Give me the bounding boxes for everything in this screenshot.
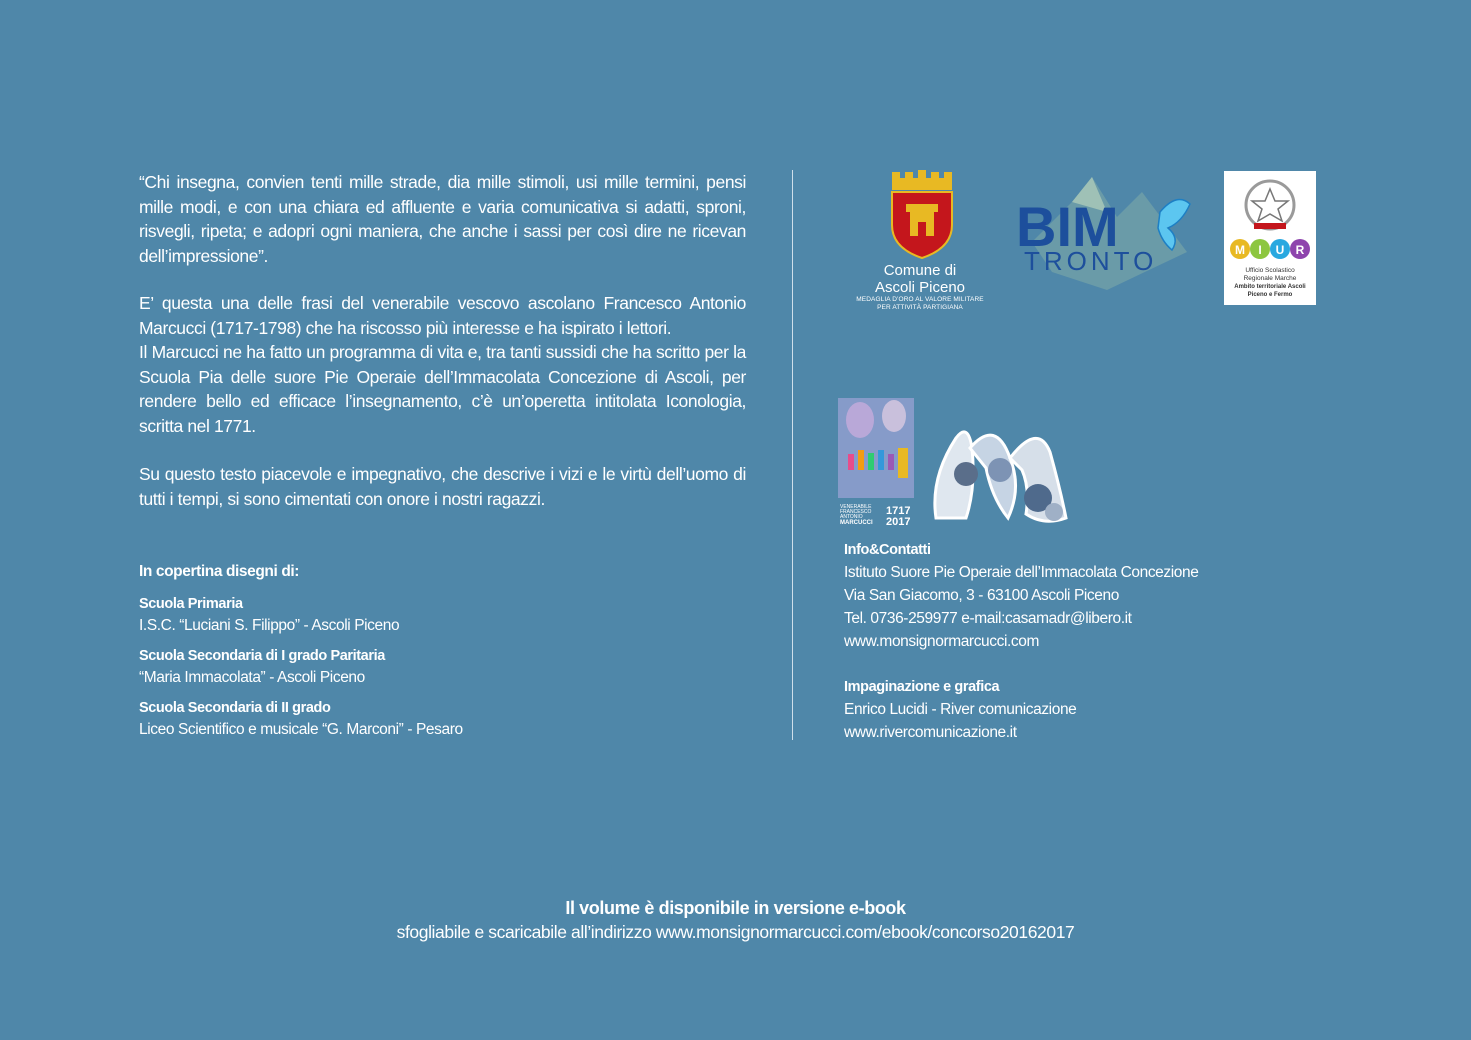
star-emblem-icon bbox=[1252, 189, 1288, 221]
marcucci-label3: ANTONIO bbox=[840, 514, 863, 520]
miur-line4: Piceno e Fermo bbox=[1247, 292, 1293, 298]
comune-line2: Ascoli Piceno bbox=[874, 279, 966, 296]
credit-value-secondaria-2: Liceo Scientifico e musicale “G. Marconi” - Pesaro bbox=[139, 721, 463, 738]
miur-line1: Ufficio Scolastico bbox=[1245, 267, 1295, 274]
ebook-footer bbox=[0, 896, 1471, 944]
credit-heading-secondaria-1: Scuola Secondaria di I grado Paritaria bbox=[139, 648, 385, 664]
credit-value-primaria: I.S.C. “Luciani S. Filippo” - Ascoli Piceno bbox=[139, 617, 400, 634]
grafica-author: Enrico Lucidi - River comunicazione bbox=[844, 701, 1077, 718]
miur-letter-i: I bbox=[1258, 243, 1262, 257]
ebook-title: Il volume è disponibile in versione e-book bbox=[565, 898, 906, 918]
miur-logo bbox=[1224, 171, 1316, 305]
comune-line1: Comune di bbox=[883, 262, 957, 279]
comune-caption bbox=[845, 262, 995, 312]
miur-line2: Regionale Marche bbox=[1243, 275, 1297, 282]
marcucci-year1: 1717 bbox=[886, 505, 911, 517]
cover-credits bbox=[139, 563, 699, 749]
intro-paragraph bbox=[139, 291, 746, 438]
marcucci-jubilee-logo bbox=[838, 398, 918, 528]
comune-sub2: PER ATTIVITÀ PARTIGIANA bbox=[877, 304, 963, 311]
info-address: Via San Giacomo, 3 - 63100 Ascoli Piceno bbox=[844, 587, 1119, 604]
miur-letter-u: U bbox=[1275, 243, 1285, 257]
intro-paragraph-part2: Il Marcucci ne ha fatto un programma di vita e, tra tanti sussidi che ha scritto per la Scuola Pia delle suore Pie Operaie dell’Immacolata Concezione di Ascoli, per rendere bello ed efficace l’insegnamento, c’è un’operetta intitolata Iconologia, scritta nel 1771. bbox=[139, 342, 746, 436]
m-monogram-logo bbox=[926, 418, 1072, 528]
tronto-wordmark: TRONTO bbox=[1024, 246, 1158, 276]
grafica-heading: Impaginazione e grafica bbox=[844, 679, 1000, 695]
marcucci-year2: 2017 bbox=[886, 516, 911, 528]
info-phone-email[interactable]: Tel. 0736-259977 e-mail:casamadr@libero.it bbox=[844, 610, 1132, 627]
miur-letter-r: R bbox=[1295, 243, 1305, 257]
credits-title: In copertina disegni di: bbox=[139, 563, 300, 580]
info-contacts bbox=[844, 539, 1264, 744]
credit-heading-primaria: Scuola Primaria bbox=[139, 596, 243, 612]
marcucci-label1: VENERABILE bbox=[840, 504, 872, 510]
comune-sub1: MEDAGLIA D’ORO AL VALORE MILITARE bbox=[856, 296, 984, 303]
marcucci-label4: MARCUCCI bbox=[840, 520, 873, 526]
intro-paragraph-part1: E’ questa una delle frasi del venerabile vescovo ascolano Francesco Antonio Marcucci (1717-1798) che ha riscosso più interesse e ha ispirato i lettori. bbox=[139, 293, 746, 338]
credit-value-secondaria-1: “Maria Immacolata” - Ascoli Piceno bbox=[139, 669, 365, 686]
bim-wordmark: BIM bbox=[1016, 195, 1119, 258]
info-institute: Istituto Suore Pie Operaie dell’Immacolata Concezione bbox=[844, 564, 1199, 581]
info-website-link[interactable]: www.monsignormarcucci.com bbox=[844, 633, 1039, 650]
ebook-link[interactable]: sfogliabile e scaricabile all’indirizzo www.monsignormarcucci.com/ebook/concorso20162017 bbox=[396, 922, 1075, 942]
comune-crest-logo bbox=[888, 170, 956, 260]
info-heading: Info&Contatti bbox=[844, 542, 931, 558]
bim-tronto-logo bbox=[1012, 172, 1202, 292]
quote-paragraph: “Chi insegna, convien tenti mille strade, dia mille stimoli, usi mille termini, pensi mille modi, e con una chiara ed affluente e varia comunicativa si adatti, sproni, risvegli, ripeta; e adopri ogni maniera, che anche i sassi per così dire ne ricevan dell’impressione”. bbox=[139, 172, 746, 266]
closing-paragraph: Su questo testo piacevole e impegnativo, che descrive i vizi e le virtù dell’uomo di tutti i tempi, si sono cimentati con onore i nostri ragazzi. bbox=[139, 464, 746, 509]
credit-heading-secondaria-2: Scuola Secondaria di II grado bbox=[139, 700, 331, 716]
grafica-website-link[interactable]: www.rivercomunicazione.it bbox=[844, 724, 1017, 741]
column-divider bbox=[792, 170, 793, 740]
miur-line3: Ambito territoriale Ascoli bbox=[1234, 284, 1306, 290]
marcucci-label2: FRANCESCO bbox=[840, 509, 872, 515]
miur-letter-m: M bbox=[1235, 243, 1245, 257]
